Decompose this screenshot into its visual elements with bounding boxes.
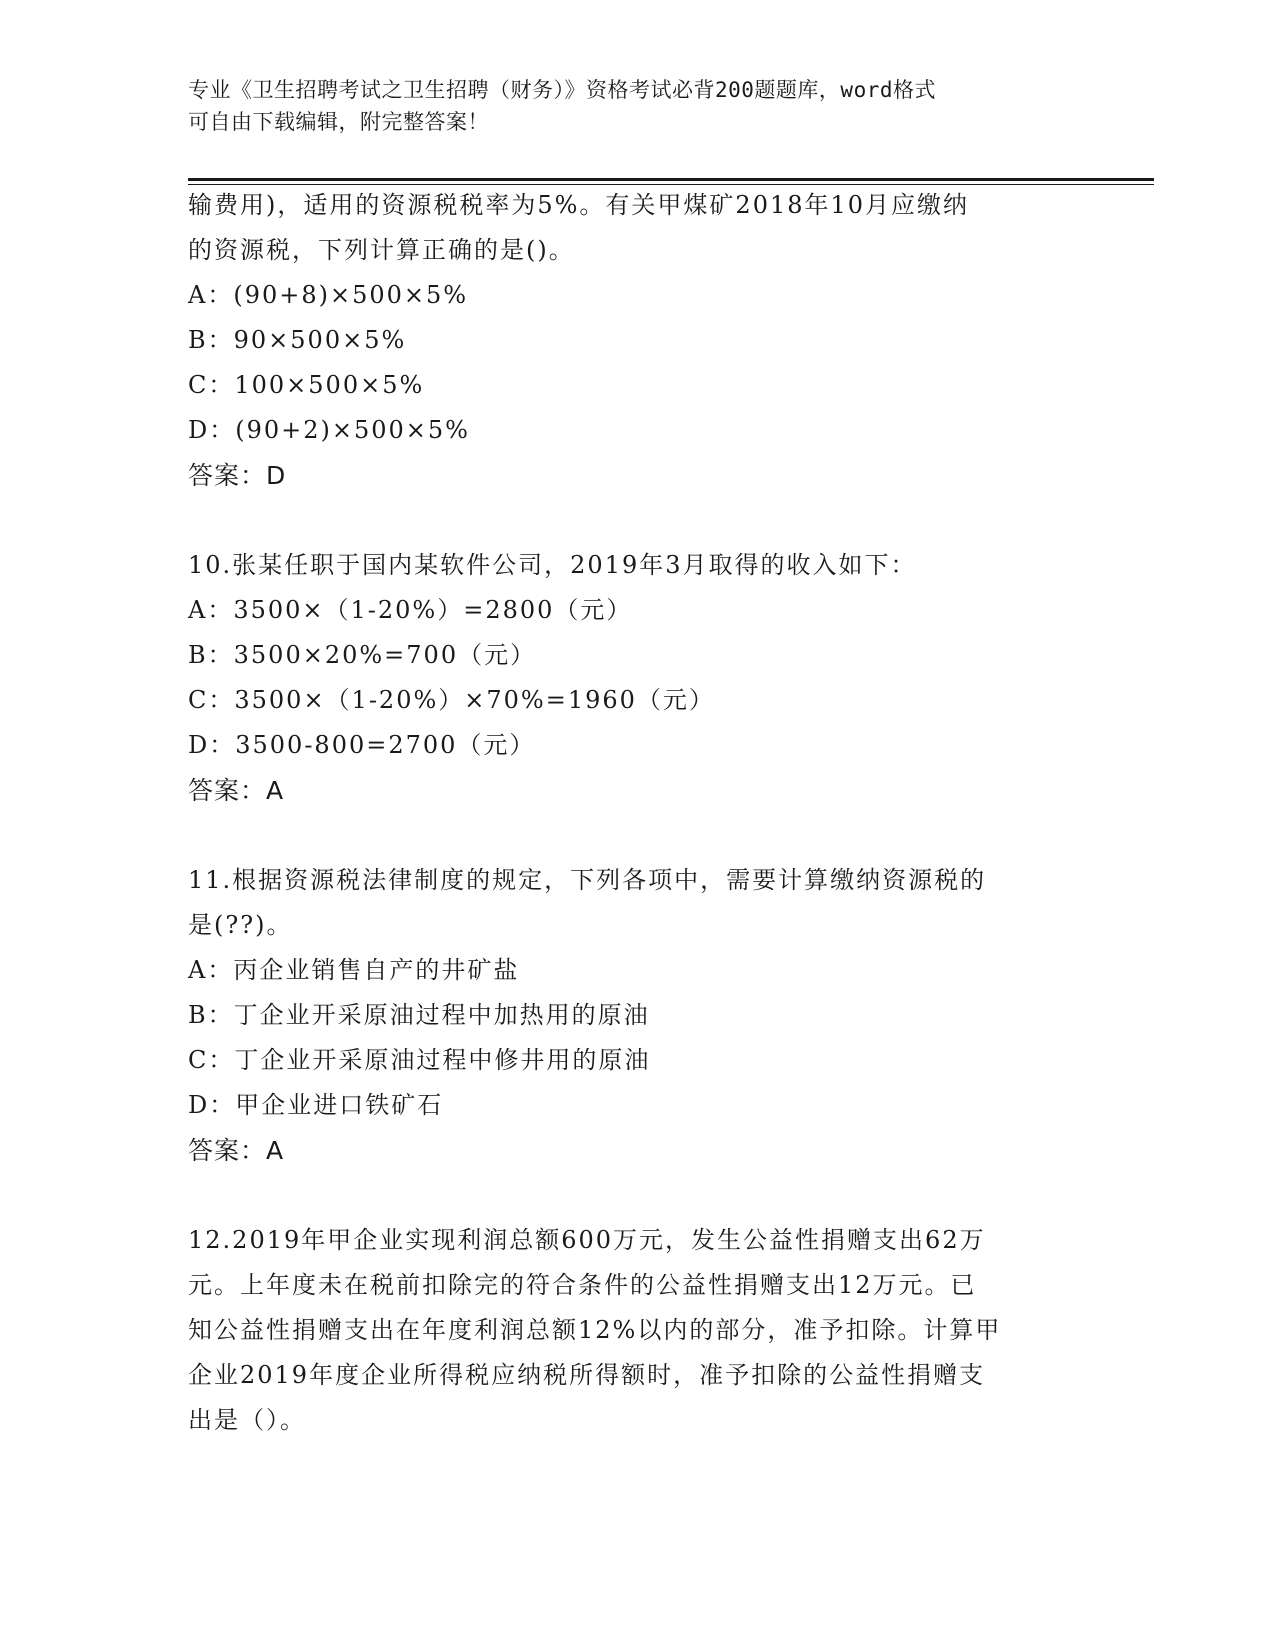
header-title-line1: 专业《卫生招聘考试之卫生招聘（财务）》资格考试必背200题题库，word格式 xyxy=(188,78,936,102)
question-9-stem-line: 输费用)，适用的资源税税率为5%。有关甲煤矿2018年10月应缴纳 xyxy=(188,191,970,219)
spacer xyxy=(188,498,1088,543)
question-12 xyxy=(188,1218,1088,1443)
question-10-option-a: A：3500×（1-20%）=2800（元） xyxy=(188,596,633,624)
question-12-stem-line: 企业2019年度企业所得税应纳税所得额时，准予扣除的公益性捐赠支 xyxy=(188,1361,986,1389)
question-9 xyxy=(188,183,1088,498)
question-11-option-b: B：丁企业开采原油过程中加热用的原油 xyxy=(188,1001,650,1029)
header-divider-thick xyxy=(188,178,1154,181)
question-12-stem-line: 12.2019年甲企业实现利润总额600万元，发生公益性捐赠支出62万 xyxy=(188,1226,986,1254)
question-9-option-d: D：(90+2)×500×5% xyxy=(188,416,470,444)
question-12-stem-line: 知公益性捐赠支出在年度利润总额12%以内的部分，准予扣除。计算甲 xyxy=(188,1316,1002,1344)
question-10-option-b: B：3500×20%=700（元） xyxy=(188,641,537,669)
question-12-stem-line: 元。上年度未在税前扣除完的符合条件的公益性捐赠支出12万元。已 xyxy=(188,1271,977,1299)
question-11-option-d: D：甲企业进口铁矿石 xyxy=(188,1091,444,1119)
question-10 xyxy=(188,543,1088,813)
question-10-answer: 答案：A xyxy=(188,776,285,805)
question-10-option-c: C：3500×（1-20%）×70%=1960（元） xyxy=(188,686,715,714)
question-11-stem-line: 是(??)。 xyxy=(188,911,293,939)
question-11 xyxy=(188,858,1088,1173)
question-11-option-a: A：丙企业销售自产的井矿盐 xyxy=(188,956,520,984)
question-9-option-b: B：90×500×5% xyxy=(188,326,407,354)
question-9-option-a: A：(90+8)×500×5% xyxy=(188,281,469,309)
question-11-answer: 答案：A xyxy=(188,1136,285,1165)
spacer xyxy=(188,813,1088,858)
spacer xyxy=(188,1173,1088,1218)
question-list xyxy=(188,183,1088,1443)
header-title-line2: 可自由下载编辑，附完整答案！ xyxy=(188,110,489,134)
question-10-stem-line: 10.张某任职于国内某软件公司，2019年3月取得的收入如下： xyxy=(188,551,917,579)
question-9-answer: 答案：D xyxy=(188,461,287,490)
question-10-option-d: D：3500-800=2700（元） xyxy=(188,731,536,759)
question-11-stem-line: 11.根据资源税法律制度的规定，下列各项中，需要计算缴纳资源税的 xyxy=(188,866,987,894)
document-header xyxy=(188,74,1108,138)
question-11-option-c: C：丁企业开采原油过程中修井用的原油 xyxy=(188,1046,651,1074)
question-9-stem-line: 的资源税，下列计算正确的是()。 xyxy=(188,236,575,264)
question-9-option-c: C：100×500×5% xyxy=(188,371,425,399)
question-12-stem-line: 出是（）。 xyxy=(188,1406,306,1434)
